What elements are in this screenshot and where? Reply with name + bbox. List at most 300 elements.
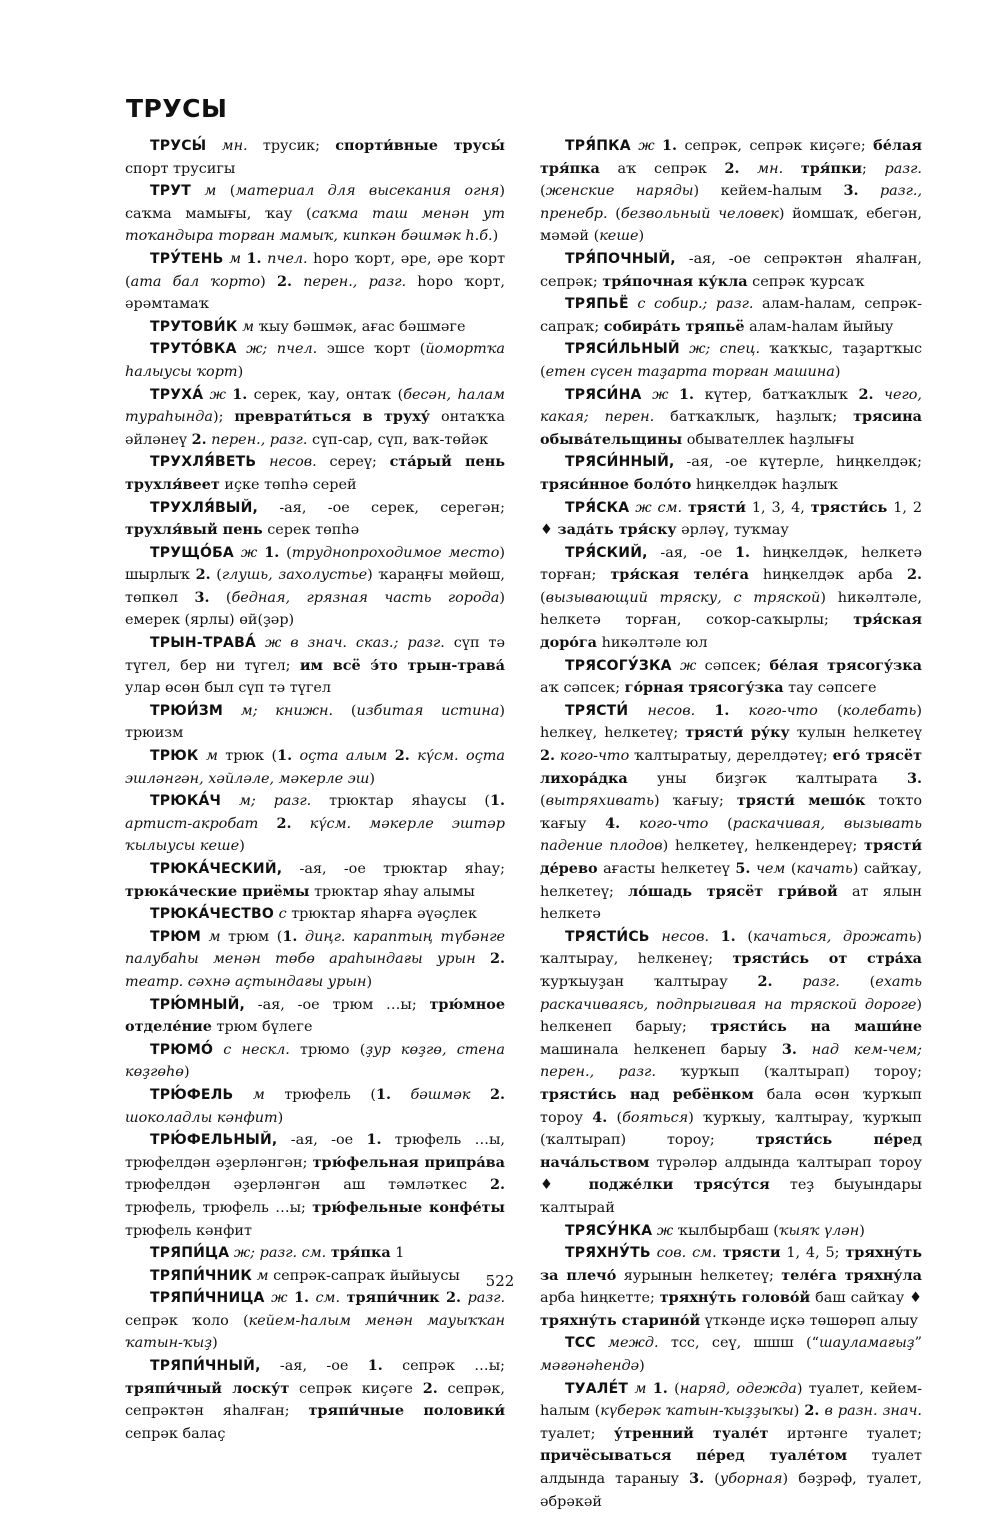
bold-phrase: трясти́ де́рево — [540, 837, 922, 877]
text: ) сайҡау, һелкетеү; — [540, 861, 922, 900]
bold-phrase: трясти́сь над ребёнком — [540, 1085, 754, 1103]
italic-label: ж см. — [635, 499, 683, 516]
text — [297, 929, 305, 945]
text: ) — [639, 1358, 645, 1375]
bold-phrase: бе́лая трясогу́зка — [769, 656, 922, 674]
text: ( — [607, 205, 621, 222]
text: тоҡто ҡағыу — [540, 793, 922, 832]
dictionary-entry — [125, 1129, 505, 1242]
italic-label: с — [278, 906, 287, 923]
bold-phrase: 1. — [679, 385, 695, 403]
headword: ТРЯСУ́НКА — [565, 1222, 653, 1239]
bold-phrase: 2. — [422, 1379, 438, 1397]
text: 1, 3, 4, — [745, 499, 811, 516]
headword: ТРЯСИ́НА — [565, 386, 642, 403]
right-column — [540, 135, 922, 1513]
italic-label: разг. — [467, 1290, 506, 1307]
text: ) — [834, 363, 841, 380]
text: үткәнде иҫкә төшөрөп алыу — [700, 1312, 918, 1329]
bold-phrase: 1. — [367, 1357, 383, 1375]
text — [858, 183, 879, 199]
text: ) — [277, 1109, 284, 1126]
bold-phrase: 4. — [605, 814, 621, 832]
bold-phrase: 3. — [194, 588, 210, 606]
headword: ТРЮИ́ЗМ — [150, 702, 224, 719]
headword: ТУАЛЕ́Т — [565, 1380, 629, 1397]
italic-label: в разн. знач. — [824, 1403, 923, 1420]
bold-phrase: 2. — [906, 566, 922, 584]
dictionary-entry — [540, 497, 922, 542]
bold-phrase: 2. — [277, 272, 293, 290]
text: ат ялын һелкетә — [540, 883, 923, 923]
bold-phrase: 3. — [689, 1470, 705, 1488]
bold-phrase: теле́га тряхну́ла — [781, 1266, 922, 1284]
text: трюк ( — [217, 748, 278, 765]
text: улар өсөн был сүп тә түгел — [125, 680, 332, 697]
dictionary-entry — [125, 700, 505, 745]
text: ) ҡалтырау, һелкенеү; — [540, 928, 923, 968]
text: ҡаҡҡыс, таҙартҡыс ( — [540, 341, 923, 380]
bold-phrase: трухля́вый пень — [125, 521, 263, 539]
italic-label: перен., разг. — [211, 431, 308, 448]
dictionary-entry — [125, 384, 505, 452]
text — [258, 816, 276, 832]
italic-label: разг., пренебр. — [540, 183, 923, 222]
text: ) — [212, 1335, 218, 1352]
left-column — [125, 135, 505, 1445]
italic-label: м — [242, 318, 255, 335]
bold-phrase: тряхну́ть за плечо́ — [540, 1244, 922, 1284]
italic-label: избитая истина — [356, 702, 500, 719]
italic-label: кого-что — [748, 702, 818, 719]
headword: ТРЮМО́ — [150, 1041, 214, 1058]
text — [223, 703, 241, 719]
text: обывателлек һаҙлығы — [682, 431, 855, 448]
text: баш сайҡау ♦ — [810, 1290, 923, 1307]
headword: ТРЮ́ФЕЛЬНЫЙ, — [150, 1132, 278, 1149]
text: аҡ сәпсек; — [540, 680, 625, 697]
text: -ая, -ое трюм …ы; — [245, 996, 430, 1013]
bold-phrase: трясина обыва́тельщины — [540, 408, 922, 448]
headword: ТРУХА́ — [150, 386, 204, 403]
text: -ая, -ое трюктар яһау; — [282, 861, 505, 877]
text: сепрәк …ы; — [382, 1358, 505, 1375]
bold-phrase: трясти́ мешо́к — [736, 792, 866, 810]
italic-label: ж в знач. сказ.; разг. — [264, 635, 445, 652]
dictionary-entry — [125, 338, 505, 383]
bold-phrase: 1. — [282, 927, 298, 945]
bold-phrase: трю́фельные конфе́ты — [312, 1198, 505, 1216]
text: һиңкелдәк, һелкетә торған; — [540, 544, 922, 584]
headword: ТРУТО́ВКА — [150, 341, 237, 358]
dictionary-entry — [125, 497, 505, 542]
text: трюфель …ы, трюфелдән әҙерләнгән; — [125, 1132, 505, 1171]
bold-phrase: тряси́нное боло́то — [540, 475, 692, 493]
italic-label: вытряхивать — [545, 793, 654, 810]
text: ) — [492, 228, 499, 245]
dictionary-entry — [125, 135, 505, 180]
text: сепрәк балаҫ — [125, 1425, 226, 1442]
italic-label: ехать раскачиваясь, подпрыгивая на тряской дороге — [540, 973, 922, 1013]
bold-phrase: причёсываться пе́ред туале́том — [540, 1447, 848, 1465]
text: -ая, -ое сепрәктән яһалған, сепрәк; — [540, 250, 922, 290]
dictionary-entry — [125, 451, 505, 496]
italic-label: м — [252, 1086, 265, 1103]
text — [709, 929, 721, 945]
text: иҫке төпһә серей — [219, 476, 357, 493]
text: ) саҡма мамығы, ҡау ( — [125, 183, 505, 222]
italic-label: м — [229, 250, 241, 267]
text: эшсе ҡорт ( — [317, 341, 426, 358]
bold-phrase: 1. — [662, 137, 678, 154]
bold-phrase: подже́лки трясу́тся — [588, 1176, 770, 1194]
text: трюфелдән әҙерләнгән аш тәмләткес — [125, 1177, 490, 1194]
text: аҡ сепрәк — [599, 160, 725, 177]
text: сүп тә түгел, бер ни түгел; — [125, 635, 505, 674]
text: ҡулын һелкетеү — [789, 725, 922, 742]
italic-label: ж; спец. — [689, 341, 761, 358]
italic-label: разг. — [884, 160, 922, 177]
text: ) трюизм — [125, 702, 506, 742]
italic-label: м — [205, 748, 218, 765]
text: ) һелкетеү, һелкендереү; — [662, 838, 865, 855]
bold-phrase: 1. — [375, 1085, 391, 1103]
italic-label: күберәк ҡатын-ҡыҙҙыҡы — [600, 1403, 794, 1420]
text: ” — [914, 1335, 922, 1352]
text — [292, 274, 303, 290]
dictionary-entry — [540, 700, 922, 926]
text: ) һелкенеп барыу; — [540, 996, 922, 1036]
italic-label: женские наряды — [545, 183, 694, 200]
text: трюктар яһау алымы — [309, 883, 475, 900]
text — [620, 816, 639, 832]
text: һоро ҡорт, әрәмтамаҡ — [125, 273, 505, 313]
text — [628, 703, 647, 719]
italic-label: ж; разг. см. — [233, 1245, 327, 1262]
bold-phrase: 2. — [540, 747, 556, 765]
italic-label: ж — [656, 1222, 674, 1239]
bold-phrase: 3. — [843, 182, 859, 200]
italic-label: сов. см. — [656, 1245, 717, 1262]
text — [695, 703, 714, 719]
text: һиңкелдәк арба — [748, 567, 907, 584]
text — [191, 183, 204, 199]
italic-label: ата бал ҡорто — [130, 273, 261, 290]
text: трюм ( — [220, 928, 283, 945]
bold-phrase: спорти́вные трусы́ — [335, 137, 505, 154]
bold-phrase: 3. — [906, 769, 922, 787]
bold-phrase: 2. — [858, 385, 874, 403]
italic-label: диңг. карaптың түбәнге палубаһы менән төбө араһындағы урын — [125, 928, 505, 968]
text — [237, 341, 246, 357]
bold-phrase: тря́почная ку́кла — [602, 272, 748, 290]
italic-label: мн. — [757, 160, 784, 177]
bold-phrase: 2. — [195, 566, 211, 584]
italic-label: мәғәнәһендә — [540, 1358, 640, 1375]
text — [206, 138, 221, 154]
italic-label: чем — [755, 861, 786, 877]
italic-label: м — [204, 183, 217, 200]
bold-phrase: 2. — [446, 1289, 462, 1307]
text: трюктар яһаусы ( — [311, 793, 490, 810]
bold-phrase: 2. — [489, 1176, 505, 1194]
headword: ТРЯПИ́ЧНИК — [150, 1267, 253, 1284]
text: ); — [212, 409, 235, 426]
italic-label: над кем-чем; перен., разг. — [540, 1041, 923, 1081]
text: ) — [366, 973, 373, 990]
bold-phrase: 1. — [293, 1289, 309, 1307]
dictionary-entry — [540, 338, 922, 383]
text: ) — [183, 1064, 190, 1081]
bold-phrase: 2. — [489, 1085, 506, 1103]
bold-phrase: 1. — [652, 1379, 668, 1397]
text — [233, 1087, 253, 1103]
italic-label: оҫта алым — [299, 748, 388, 765]
italic-label: материал для высекания огня — [235, 183, 500, 200]
bold-phrase: зада́ть тря́ску — [557, 521, 677, 539]
text: ) — [793, 1403, 805, 1420]
dictionary-entry — [125, 316, 505, 339]
text — [292, 748, 299, 764]
dictionary-entry — [125, 790, 505, 858]
text: ) кейем-һалым — [693, 183, 844, 200]
text: ( — [607, 1109, 623, 1126]
bold-phrase: им всё э́то трын-трава́ — [299, 656, 506, 674]
dictionary-entry — [125, 903, 505, 926]
text: уны биҙгәк ҡалтырата — [627, 770, 907, 787]
text — [655, 138, 662, 154]
italic-label: м; разг. — [238, 793, 312, 810]
text: арба һиңкетте; — [540, 1290, 660, 1307]
text: ( — [216, 183, 236, 200]
bold-phrase: 1. — [264, 543, 280, 561]
text: сәпсек; — [696, 657, 770, 674]
italic-label: ҡыяҡ үлән — [778, 1222, 860, 1239]
text: ҡыу бәшмәк, ағас бәшмәге — [254, 318, 466, 335]
text: туалет алдында тараныу — [540, 1448, 922, 1488]
italic-label: чего, какая; перен. — [540, 386, 923, 426]
text: иртәнге туалет; — [768, 1425, 922, 1442]
text: ( — [209, 589, 232, 606]
dictionary-entry — [540, 1332, 922, 1377]
italic-label: шоколадлы кәнфит — [125, 1109, 278, 1126]
italic-label: мн. — [221, 138, 248, 154]
text — [470, 1087, 490, 1103]
bold-phrase: тря́пка — [330, 1244, 391, 1262]
bold-phrase: тряпи́чник — [346, 1289, 440, 1307]
text — [729, 703, 748, 719]
bold-phrase: 1. — [246, 249, 262, 267]
headword: ТРЯСИ́ННЫЙ, — [565, 454, 675, 471]
italic-label: качаться, дрожать — [752, 928, 917, 945]
dictionary-entry — [125, 632, 505, 700]
text — [199, 748, 206, 764]
headword: ТРЯСИ́ЛЬНЫЙ — [565, 341, 680, 358]
bold-phrase: бе́лая тря́пка — [540, 137, 922, 177]
dictionary-entry — [125, 1084, 505, 1129]
text: серек төпһә — [262, 522, 360, 539]
text: 1 — [390, 1245, 405, 1262]
headword: ТРЫН-ТРАВА́ — [150, 635, 256, 652]
text — [680, 341, 689, 357]
headword: ТРЮ́МНЫЙ, — [150, 996, 246, 1013]
bold-phrase: 2. — [276, 814, 292, 832]
headword: ТРУСЫ́ — [150, 138, 207, 154]
dictionary-entry — [125, 745, 505, 790]
dictionary-entry — [540, 451, 922, 496]
text: ( — [785, 861, 797, 877]
text — [256, 635, 265, 651]
italic-label: ж — [652, 386, 669, 403]
headword: ТРЯХНУ́ТЬ — [565, 1245, 651, 1262]
italic-label: йомортҡа һалыусы ҡорт — [125, 341, 505, 380]
text: ) — [369, 770, 376, 787]
text — [387, 748, 394, 764]
headword: ТРУ́ТЕНЬ — [150, 250, 224, 267]
text: әрләү, туҡмау — [676, 522, 789, 539]
dictionary-entry — [125, 180, 505, 248]
bold-phrase: трясти́ — [688, 498, 746, 516]
text: ) йомшаҡ, ебегән, мәмәй ( — [540, 205, 922, 245]
text — [596, 1335, 608, 1351]
text: тсс, сеү, шшш (“ — [658, 1335, 819, 1352]
text: 1, 2 ♦ — [540, 499, 922, 539]
italic-label: м — [208, 928, 221, 945]
headword: ТРЯПИ́ЦА — [150, 1245, 230, 1262]
bold-phrase: тря́ская теле́га — [610, 566, 749, 584]
bold-phrase: трю́мное отделе́ние — [125, 995, 505, 1036]
text — [873, 387, 884, 403]
italic-label: шауламағыҙ — [818, 1335, 915, 1352]
text: яурынын һелкетеү; — [616, 1267, 782, 1284]
text: трюфель кәнфит — [125, 1222, 252, 1239]
text: ( — [279, 544, 292, 561]
text: онтаҡҡа әйләнеү — [125, 409, 505, 448]
text — [234, 545, 241, 561]
italic-label: бояться — [622, 1109, 689, 1126]
text: теҙ быуындары ҡалтырай — [540, 1177, 922, 1216]
headword: ТРЯ́СКА — [565, 499, 630, 516]
text: трюм бүлеге — [211, 1019, 313, 1036]
italic-label: м — [256, 1267, 269, 1284]
italic-label: колебать — [842, 702, 917, 719]
italic-label: ж — [271, 1290, 288, 1307]
dictionary-entry — [540, 655, 922, 700]
bold-phrase: у́тренний туале́т — [614, 1424, 769, 1442]
text: трюфель, трюфель …ы; — [125, 1199, 313, 1216]
bold-phrase: трясти́ ру́ку — [685, 724, 790, 742]
bold-phrase: 3. — [781, 1040, 797, 1058]
text: ) һикәлтәле, һелкетә торған, соҡор-саҡырлы; — [540, 589, 922, 629]
text: сереү; — [316, 454, 390, 471]
headword: ТРЮ́ФЕЛЬ — [150, 1086, 234, 1103]
bold-phrase: 1. — [232, 385, 248, 403]
bold-phrase: собира́ть тряпьё — [603, 317, 745, 335]
text: һикәлтәле юл — [597, 635, 708, 652]
text: ҡурҡып (ҡалтырап) тороу; — [655, 1064, 922, 1081]
italic-label: несов. — [269, 454, 317, 471]
italic-label: труднопроходимое место — [291, 544, 500, 561]
text: сепрәк ҡурсаҡ — [747, 273, 865, 290]
text: 1, 4, 5; — [780, 1245, 846, 1262]
italic-label: бәшмәк — [410, 1086, 471, 1103]
text: -ая, -ое серек, серегән; — [258, 499, 505, 516]
text — [292, 816, 310, 832]
text: сепрәк киҫәге — [289, 1380, 423, 1397]
bold-phrase: трюка́ческие приёмы — [125, 882, 310, 900]
text — [213, 1042, 223, 1058]
text — [668, 387, 679, 403]
dictionary-entry — [125, 1355, 505, 1445]
headword: ТРЮКА́Ч — [150, 793, 222, 810]
bold-phrase: 4. — [592, 1108, 608, 1126]
text — [391, 1087, 411, 1103]
italic-label: саҡма таш менән ут тоҡандыра торған мамыҡ, кипкән бәшмәк һ.б. — [125, 205, 505, 245]
text: батҡаҡлыҡ, һаҙлыҡ; — [654, 409, 854, 426]
headword: ТРЮК — [150, 748, 199, 765]
text: ) бәҙрәф, туалет, әбрәкәй — [540, 1471, 923, 1510]
text — [797, 1042, 812, 1058]
bold-phrase: его́ трясёт лихора́дка — [540, 747, 923, 787]
headword: ТРУХЛЯ́ВЕТЬ — [150, 454, 257, 471]
bold-phrase: трясти́сь от стра́ха — [732, 950, 922, 968]
text: -ая, -ое — [647, 544, 735, 561]
headword: ТРЯ́СКИЙ, — [565, 544, 648, 561]
dictionary-entry — [540, 135, 922, 248]
italic-label: вызывающий тряску, с тряской — [545, 589, 821, 606]
text: ( — [210, 567, 222, 584]
text: -ая, -ое — [260, 1358, 368, 1375]
dictionary-entry — [540, 926, 922, 1220]
text: ) ҡараңғы мөйөш, төпкөл — [125, 567, 505, 606]
text: ҡылбырбаш ( — [673, 1222, 779, 1239]
text: түрәләр алдында ҡалтырап тороу ♦ — [540, 1154, 922, 1194]
headword: ТРЯПИ́ЧНИЦА — [150, 1290, 265, 1307]
italic-label: ж — [638, 138, 655, 154]
bold-phrase: тряпи́чные половики́ — [308, 1402, 505, 1420]
italic-label: ж — [209, 386, 226, 403]
headword: ТРЯ́ПОЧНЫЙ, — [565, 250, 676, 267]
bold-phrase: 1. — [734, 543, 750, 561]
italic-label: етен сүсен таҙарта торған машина — [545, 363, 835, 380]
bold-phrase: го́рная трясогу́зка — [624, 679, 784, 697]
text: серек, ҡау, онтаҡ ( — [247, 386, 404, 403]
text — [201, 929, 209, 945]
text: туалет; — [540, 1425, 615, 1442]
bold-phrase: ло́шадь трясёт гри́вой — [628, 882, 838, 900]
bold-phrase: 1. — [714, 701, 730, 719]
bold-phrase: 5. — [735, 860, 751, 877]
text: -ая, -ое күтерле, һиңкелдәк; — [674, 454, 922, 471]
italic-label: несов. — [661, 928, 710, 945]
text: ) ҡағыу; — [653, 793, 737, 810]
italic-label: несов. — [647, 702, 696, 719]
italic-label: с собир.; разг. — [637, 296, 754, 313]
italic-label: см. — [315, 1290, 341, 1307]
text — [672, 658, 680, 674]
text: трюфель ( — [264, 1086, 376, 1103]
italic-label: качать — [796, 861, 853, 877]
italic-label: безвольный человек — [620, 205, 779, 222]
italic-label: ж — [680, 657, 697, 674]
italic-label: кого-что — [639, 815, 709, 832]
text: сепрәк ҡоло ( — [125, 1312, 249, 1329]
text: ( — [708, 815, 733, 832]
text — [476, 951, 490, 967]
italic-label: наряд, одежда — [679, 1380, 797, 1397]
dictionary-entry — [125, 248, 505, 316]
headword: ТРЯСТИ́СЬ — [565, 928, 650, 945]
